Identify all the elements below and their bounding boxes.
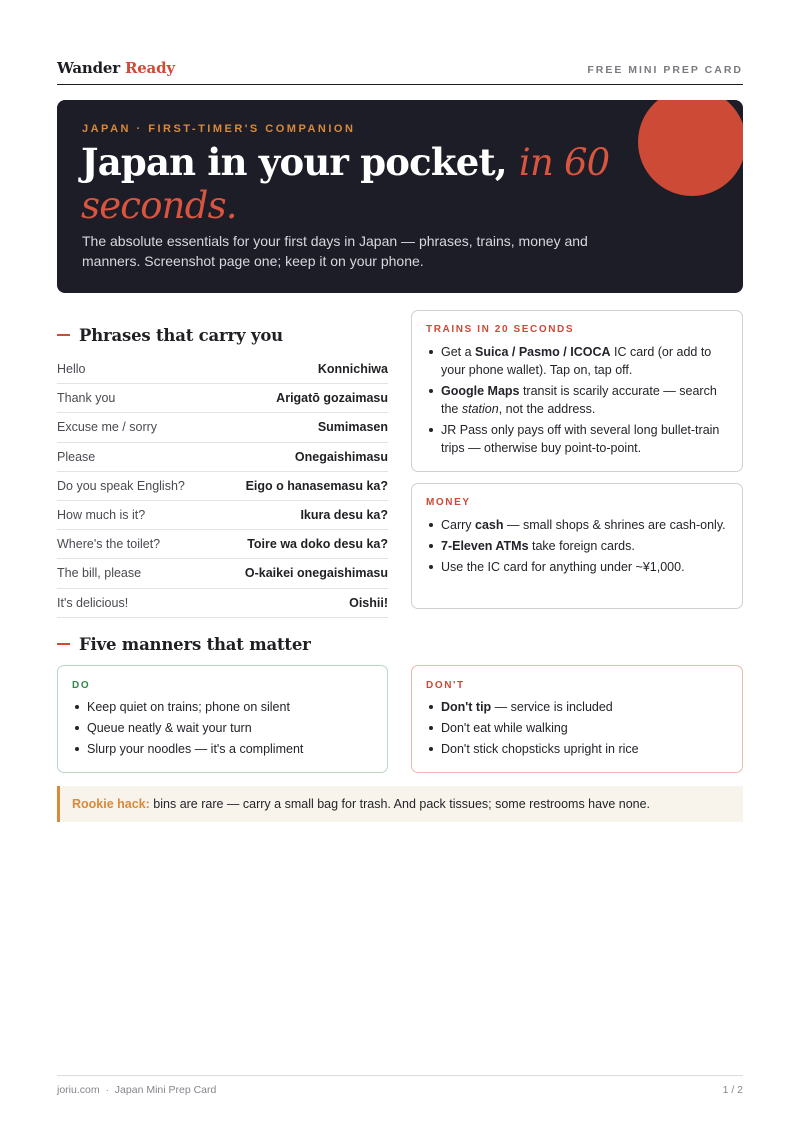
do-list [72,698,372,761]
hack-label: Rookie hack: [72,797,150,811]
page-footer [57,1075,743,1099]
rookie-hack-banner [57,786,743,822]
brand-name: Wander [57,59,120,77]
trains-card [411,310,743,472]
phrase-japanese: Ikura desu ka? [300,508,388,523]
rising-sun-circle [638,100,743,196]
title-dash [57,643,70,645]
phrase-english: Thank you [57,391,116,406]
list-item: Get a Suica / Pasmo / ICOCA IC card (or add to your phone wallet). Tap on, tap off. [426,343,726,379]
phrases-table [57,355,388,618]
list-item: Google Maps transit is scarily accurate — search the station, not the address. [426,382,726,418]
trains-list [426,343,726,460]
hero-headline [81,141,641,227]
list-item: JR Pass only pays off with several long bullet-train trips — otherwise buy point-to-point. [426,421,726,457]
money-label: MONEY [426,497,471,508]
dont-list [426,698,726,761]
table-row [57,472,388,501]
headline-accent: in 60 seconds. [81,141,610,227]
phrases-title-text: Phrases that carry you [79,326,283,345]
table-row [57,384,388,413]
table-row [57,530,388,559]
phrase-japanese: Arigatō gozaimasu [276,391,388,406]
list-item: Don't stick chopsticks upright in rice [426,740,726,758]
phrase-japanese: Eigo o hanasemasu ka? [245,478,388,493]
phrases-section-title [57,326,283,345]
list-item: Don't eat while walking [426,719,726,737]
brand-name-accent: Ready [124,59,175,77]
table-row [57,443,388,472]
table-row [57,559,388,588]
table-row [57,355,388,384]
phrase-japanese: Toire wa doko desu ka? [247,537,388,552]
list-item: Carry cash — small shops & shrines are cash-only. [426,516,726,534]
trains-label: TRAINS IN 20 SECONDS [426,324,575,335]
manners-title-text: Five manners that matter [79,635,311,654]
tagline: FREE MINI PREP CARD [587,64,743,76]
footer-site: joriu.com [57,1084,100,1096]
phrase-english: Where's the toilet? [57,537,161,552]
footer-sep: · [105,1084,109,1096]
phrase-english: Hello [57,362,86,377]
money-list [426,516,726,579]
do-card [57,665,388,773]
phrase-japanese: Oishii! [349,595,388,610]
hero-subtitle: The absolute essentials for your first days in Japan — phrases, trains, money and manners. Screenshot page one; keep it on your phone. [82,233,588,269]
list-item: Don't tip — service is included [426,698,726,716]
brand-logo [57,59,175,77]
footer-doc: Japan Mini Prep Card [114,1084,217,1096]
list-item: Keep quiet on trains; phone on silent [72,698,372,716]
footer-left [57,1084,216,1096]
table-row [57,501,388,530]
phrase-english: How much is it? [57,508,146,523]
phrase-japanese: Sumimasen [317,420,388,435]
list-item: 7-Eleven ATMs take foreign cards. [426,537,726,555]
dont-card [411,665,743,773]
money-card [411,483,743,609]
list-item: Slurp your noodles — it's a compliment [72,740,372,758]
list-item: Queue neatly & wait your turn [72,719,372,737]
hero-kicker: JAPAN · FIRST-TIMER'S COMPANION [82,123,356,135]
phrase-english: It's delicious! [57,595,129,610]
manners-section-title [57,635,311,654]
page-number: 1 / 2 [722,1084,743,1096]
phrase-english: Excuse me / sorry [57,420,158,435]
headline-main: Japan in your pocket, [81,140,519,184]
hack-text: bins are rare — carry a small bag for trash. And pack tissues; some restrooms have none. [149,797,651,811]
phrase-english: The bill, please [57,566,142,581]
do-label: DO [72,680,91,691]
table-row [57,589,388,618]
title-dash [57,334,70,336]
hero-banner [57,100,743,293]
phrase-japanese: Konnichiwa [317,362,388,377]
phrase-english: Please [57,449,96,464]
dont-label: DON'T [426,680,465,691]
phrase-japanese: O-kaikei onegaishimasu [244,566,388,581]
table-row [57,413,388,442]
prep-card-page [57,0,743,1131]
list-item: Use the IC card for anything under ~¥1,000. [426,558,726,576]
phrase-japanese: Onegaishimasu [294,449,388,464]
top-bar [57,59,743,85]
phrase-english: Do you speak English? [57,478,185,493]
